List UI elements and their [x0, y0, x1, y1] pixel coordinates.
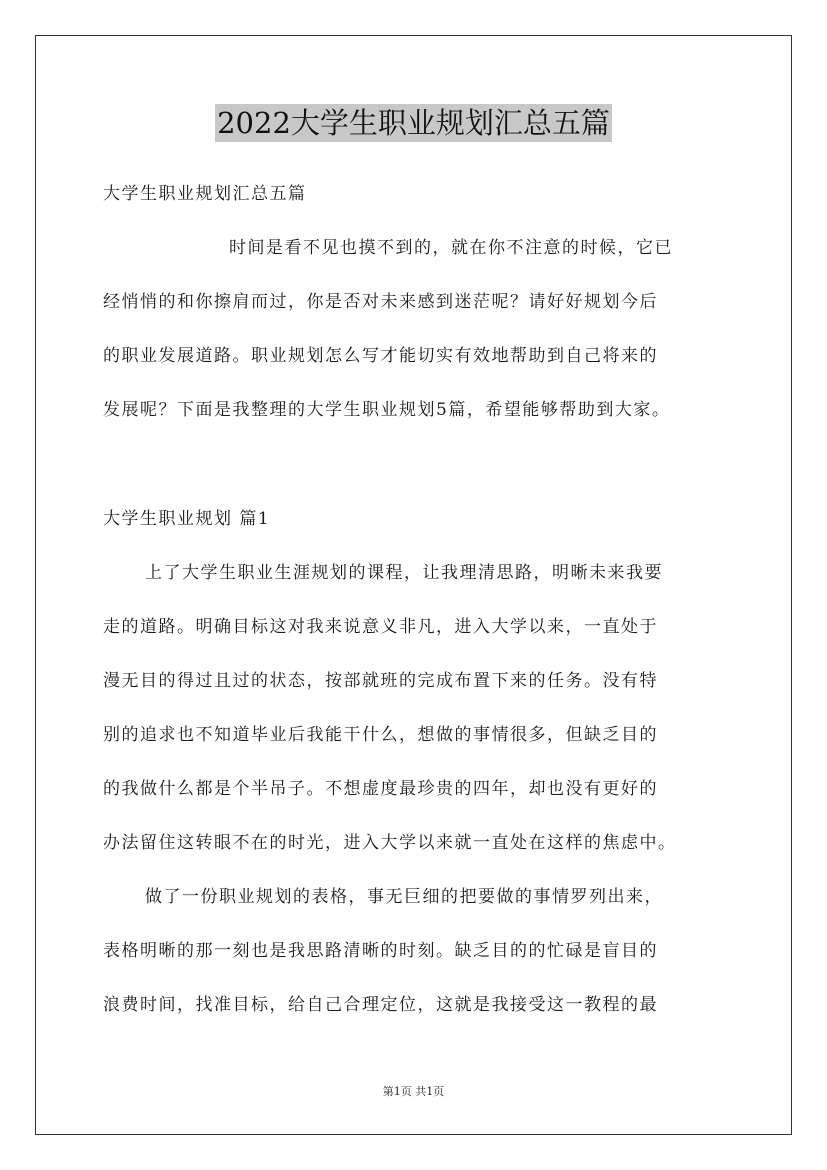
- paragraph-line: 的我做什么都是个半吊子。不想虚度最珍贵的四年，却也没有更好的: [103, 779, 658, 799]
- paragraph-line: 浪费时间，找准目标，给自己合理定位，这就是我接受这一教程的最: [103, 995, 658, 1015]
- paragraph-line: 经悄悄的和你擦肩而过，你是否对未来感到迷茫呢？请好好规划今后: [103, 292, 658, 312]
- paragraph-line: 上了大学生职业生涯规划的课程，让我理清思路，明晰未来我要: [145, 563, 663, 583]
- paragraph-line: 别的追求也不知道毕业后我能干什么，想做的事情很多，但缺乏目的: [103, 725, 658, 745]
- page-footer: 第1页 共1页: [382, 1085, 445, 1098]
- paragraph-line: 漫无目的得过且过的状态，按部就班的完成布置下来的任务。没有特: [103, 671, 658, 691]
- subtitle-line: 大学生职业规划汇总五篇: [103, 184, 307, 204]
- paragraph-line: 发展呢？下面是我整理的大学生职业规划5篇，希望能够帮助到大家。: [103, 400, 671, 420]
- paragraph-line: 走的道路。明确目标这对我来说意义非凡，进入大学以来，一直处于: [103, 617, 658, 637]
- paragraph-line: 时间是看不见也摸不到的，就在你不注意的时候，它已: [229, 238, 673, 258]
- paragraph-line: 表格明晰的那一刻也是我思路清晰的时刻。缺乏目的的忙碌是盲目的: [103, 941, 658, 961]
- section-heading: 大学生职业规划 篇1: [103, 509, 271, 529]
- document-title: 2022大学生职业规划汇总五篇: [217, 106, 610, 140]
- title-container: [0, 104, 827, 142]
- paragraph-line: 办法留住这转眼不在的时光，进入大学以来就一直处在这样的焦虑中。: [103, 833, 677, 853]
- paragraph-line: 的职业发展道路。职业规划怎么写才能切实有效地帮助到自己将来的: [103, 346, 658, 366]
- paragraph-line: 做了一份职业规划的表格，事无巨细的把要做的事情罗列出来，: [145, 887, 663, 907]
